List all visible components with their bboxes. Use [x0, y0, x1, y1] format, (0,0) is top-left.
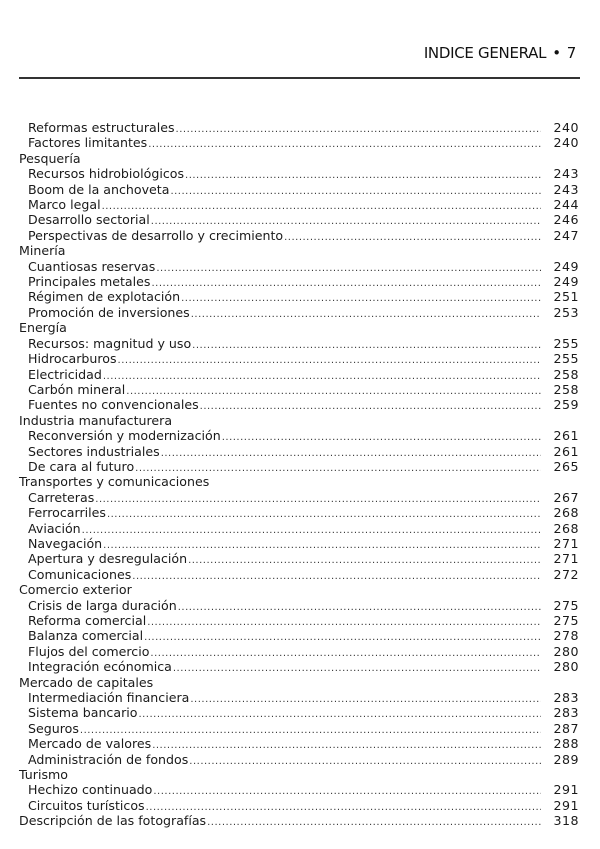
entry-label: Recursos: magnitud y uso — [28, 335, 192, 351]
entry-label: Crisis de larga duración — [28, 597, 177, 613]
entry-page-number: 283 — [553, 705, 579, 721]
entry-page-number: 259 — [553, 397, 579, 413]
dot-leader — [222, 430, 541, 445]
entry-page-number: 261 — [553, 428, 579, 444]
entry-label: Sectores industriales — [28, 443, 160, 459]
dot-leader — [192, 338, 541, 353]
dot-leader — [147, 615, 541, 630]
toc-entry — [19, 367, 579, 382]
entry-label: Descripción de las fotografías — [19, 813, 207, 829]
toc-entry — [19, 752, 579, 767]
toc-entry — [19, 459, 579, 474]
entry-label: Factores limitantes — [28, 135, 148, 151]
toc-entry — [19, 274, 579, 289]
entry-label: Hidrocarburos — [28, 351, 117, 367]
entry-label: Recursos hidrobiológicos — [28, 166, 185, 182]
entry-page-number: 253 — [553, 304, 579, 320]
dot-leader — [103, 369, 541, 384]
toc-entry — [19, 428, 579, 443]
entry-page-number: 271 — [553, 535, 579, 551]
entry-label: Reformas estructurales — [28, 120, 175, 135]
toc-entry — [19, 613, 579, 628]
toc-entry — [19, 644, 579, 659]
toc-entry — [19, 120, 579, 135]
entry-page-number: 287 — [553, 720, 579, 736]
dot-leader — [148, 137, 541, 152]
dot-leader — [176, 122, 541, 137]
entry-page-number: 267 — [553, 489, 579, 505]
dot-leader — [170, 184, 541, 199]
entry-label: Circuitos turísticos — [28, 797, 145, 813]
entry-label: Integración ecónomica — [28, 659, 172, 675]
entry-page-number: 243 — [553, 181, 579, 197]
entry-label: Intermediación financiera — [28, 690, 190, 706]
toc-entry — [19, 212, 579, 227]
entry-page-number: 247 — [553, 227, 579, 243]
entry-page-number: 258 — [553, 366, 579, 382]
toc-section-heading — [19, 413, 579, 428]
dot-leader — [150, 646, 541, 661]
toc-entry — [19, 813, 579, 828]
toc-entry — [19, 197, 579, 212]
dot-leader — [173, 661, 541, 676]
entry-page-number: 251 — [553, 289, 579, 305]
toc-section-heading — [19, 582, 579, 597]
entry-page-number: 261 — [553, 443, 579, 459]
entry-page-number: 271 — [553, 551, 579, 567]
entry-label: Mercado de valores — [28, 736, 152, 752]
entry-label: Seguros — [28, 720, 79, 736]
entry-label: Carbón mineral — [28, 381, 126, 397]
header-rule — [19, 77, 580, 79]
header-title: INDICE GENERAL — [423, 44, 547, 62]
entry-label: Transportes y comunicaciones — [19, 474, 210, 490]
entry-label: Energía — [19, 320, 67, 336]
entry-page-number: 244 — [553, 197, 579, 213]
entry-label: Turismo — [19, 767, 68, 783]
entry-page-number: 275 — [553, 597, 579, 613]
toc-section-heading — [19, 474, 579, 489]
entry-label: Flujos del comercio — [28, 643, 150, 659]
toc-entry — [19, 721, 579, 736]
dot-leader — [181, 291, 541, 306]
entry-label: Régimen de explotación — [28, 289, 181, 305]
dot-leader — [144, 630, 541, 645]
toc-entry — [19, 598, 579, 613]
entry-page-number: 243 — [553, 166, 579, 182]
entry-label: Perspectivas de desarrollo y crecimiento — [28, 227, 284, 243]
entry-label: Navegación — [28, 535, 103, 551]
entry-page-number: 291 — [553, 782, 579, 798]
dot-leader — [138, 707, 541, 722]
entry-label: Desarrollo sectorial — [28, 212, 150, 228]
toc-entry — [19, 305, 579, 320]
toc-entry — [19, 490, 579, 505]
entry-page-number: 272 — [553, 566, 579, 582]
toc-entry — [19, 705, 579, 720]
toc-entry — [19, 659, 579, 674]
entry-page-number: 249 — [553, 274, 579, 290]
entry-label: Electricidad — [28, 366, 102, 382]
toc-section-heading — [19, 767, 579, 782]
dot-leader — [185, 168, 541, 183]
entry-label: Industria manufacturera — [19, 412, 173, 428]
dot-leader — [152, 738, 541, 753]
dot-leader — [178, 600, 541, 615]
toc-entry — [19, 444, 579, 459]
toc-section-heading — [19, 675, 579, 690]
dot-leader — [82, 523, 541, 538]
entry-label: Balanza comercial — [28, 628, 144, 644]
dot-leader — [284, 230, 541, 245]
dot-leader — [107, 507, 541, 522]
toc-entry — [19, 505, 579, 520]
entry-label: Carreteras — [28, 489, 95, 505]
dot-leader — [189, 754, 541, 769]
dot-leader — [95, 492, 541, 507]
running-header — [424, 44, 576, 62]
entry-label: Ferrocarriles — [28, 505, 106, 521]
entry-label: Reforma comercial — [28, 613, 147, 628]
entry-page-number: 240 — [553, 120, 579, 135]
dot-leader — [132, 569, 541, 584]
entry-label: Administración de fondos — [28, 751, 189, 767]
toc-entry — [19, 289, 579, 304]
toc-entry — [19, 182, 579, 197]
dot-leader — [151, 276, 541, 291]
toc-entry — [19, 551, 579, 566]
entry-page-number: 289 — [553, 751, 579, 767]
toc-entry — [19, 259, 579, 274]
toc-section-heading — [19, 243, 579, 258]
dot-leader — [156, 261, 541, 276]
entry-page-number: 318 — [553, 813, 579, 829]
toc-entry — [19, 397, 579, 412]
entry-page-number: 278 — [553, 628, 579, 644]
dot-leader — [153, 784, 541, 799]
entry-label: Marco legal — [28, 197, 101, 213]
toc-entry — [19, 336, 579, 351]
entry-label: Reconversión y modernización — [28, 428, 221, 444]
toc-entry — [19, 736, 579, 751]
entry-label: De cara al futuro — [28, 458, 135, 474]
entry-label: Pesquería — [19, 150, 81, 166]
toc-entry — [19, 567, 579, 582]
dot-leader — [200, 399, 541, 414]
toc-section-heading — [19, 151, 579, 166]
toc-entry — [19, 521, 579, 536]
entry-label: Comunicaciones — [28, 566, 132, 582]
entry-label: Principales metales — [28, 274, 151, 290]
entry-page-number: 280 — [553, 659, 579, 675]
dot-leader — [191, 307, 541, 322]
entry-page-number: 268 — [553, 520, 579, 536]
entry-label: Cuantiosas reservas — [28, 258, 156, 274]
toc-entry — [19, 166, 579, 181]
header-page-number: 7 — [566, 44, 576, 62]
toc-entry — [19, 628, 579, 643]
entry-page-number: 288 — [553, 736, 579, 752]
entry-page-number: 249 — [553, 258, 579, 274]
entry-page-number: 258 — [553, 381, 579, 397]
entry-page-number: 265 — [553, 458, 579, 474]
table-of-contents — [19, 120, 579, 829]
entry-page-number: 283 — [553, 690, 579, 706]
toc-entry — [19, 135, 579, 150]
toc-entry — [19, 798, 579, 813]
entry-page-number: 255 — [553, 351, 579, 367]
entry-label: Comercio exterior — [19, 582, 132, 598]
toc-entry — [19, 782, 579, 797]
entry-label: Fuentes no convencionales — [28, 397, 199, 413]
entry-label: Sistema bancario — [28, 705, 138, 721]
dot-leader — [102, 199, 541, 214]
entry-label: Apertura y desregulación — [28, 551, 188, 567]
dot-leader — [188, 553, 541, 568]
entry-page-number: 240 — [553, 135, 579, 151]
dot-leader — [207, 815, 541, 830]
entry-page-number: 291 — [553, 797, 579, 813]
toc-entry — [19, 382, 579, 397]
entry-label: Promoción de inversiones — [28, 304, 190, 320]
entry-page-number: 275 — [553, 613, 579, 628]
toc-entry — [19, 690, 579, 705]
entry-label: Hechizo continuado — [28, 782, 153, 798]
entry-page-number: 268 — [553, 505, 579, 521]
toc-entry — [19, 536, 579, 551]
entry-label: Mercado de capitales — [19, 674, 154, 690]
dot-leader — [190, 692, 541, 707]
entry-label: Aviación — [28, 520, 81, 536]
dot-leader — [118, 353, 541, 368]
bullet-separator: • — [552, 44, 561, 62]
entry-page-number: 246 — [553, 212, 579, 228]
toc-entry — [19, 228, 579, 243]
toc-section-heading — [19, 320, 579, 335]
entry-label: Boom de la anchoveta — [28, 181, 170, 197]
entry-page-number: 255 — [553, 335, 579, 351]
toc-entry — [19, 351, 579, 366]
dot-leader — [161, 446, 541, 461]
entry-label: Minería — [19, 243, 66, 259]
entry-page-number: 280 — [553, 643, 579, 659]
